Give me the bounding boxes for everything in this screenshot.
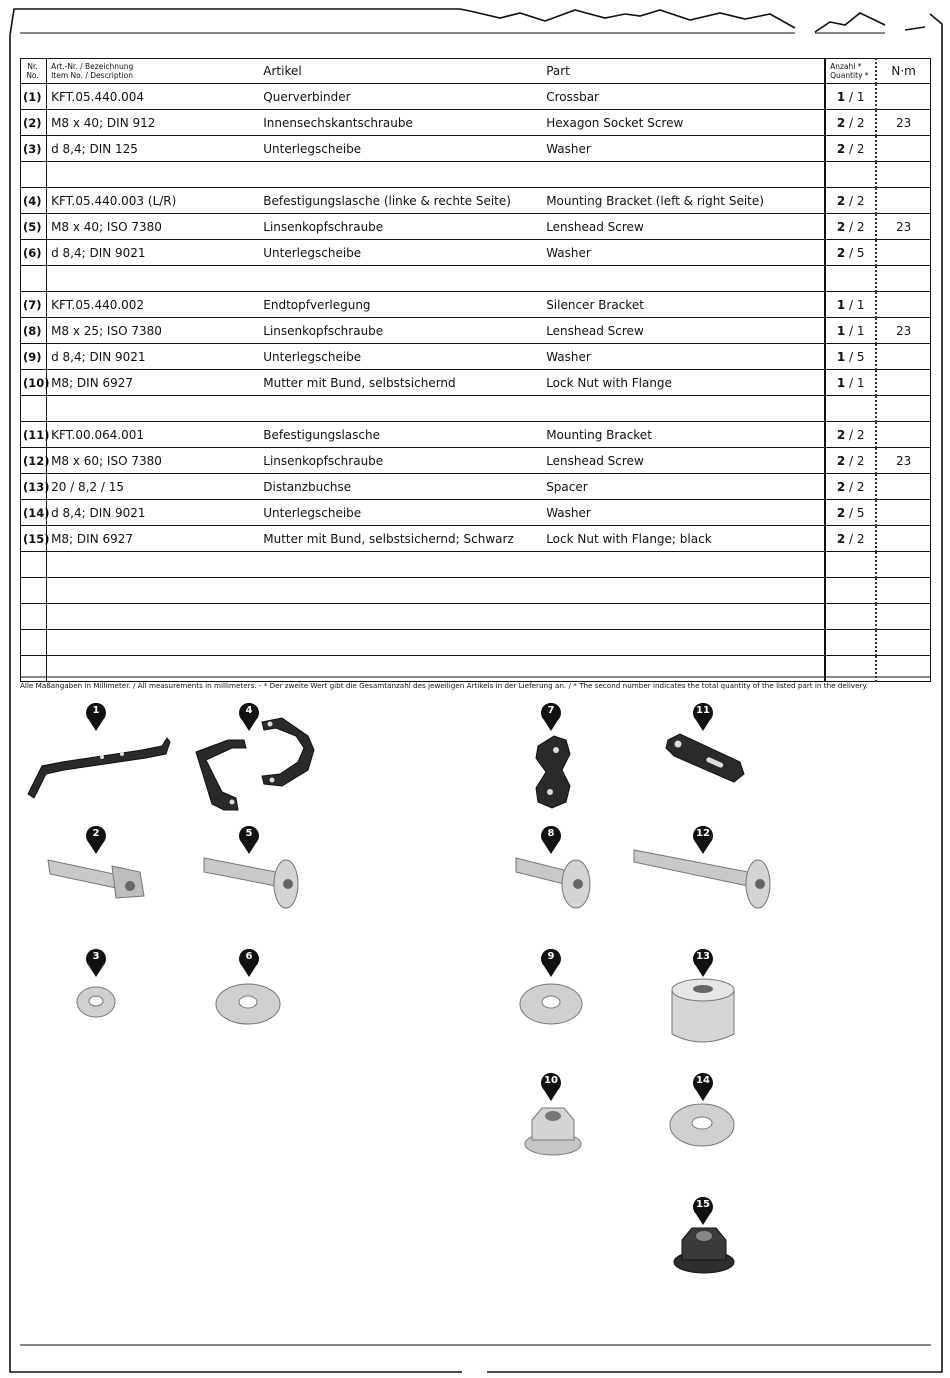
row-number bbox=[21, 396, 47, 422]
silencer-bracket-illustration bbox=[528, 732, 576, 812]
row-item-number: d 8,4; DIN 125 bbox=[47, 136, 260, 162]
row-artikel bbox=[259, 396, 542, 422]
row-number: (11) bbox=[21, 422, 47, 448]
row-quantity-used: 1 bbox=[836, 375, 846, 390]
row-quantity bbox=[825, 370, 876, 396]
row-torque bbox=[876, 240, 930, 266]
row-part: Washer bbox=[542, 344, 825, 370]
row-torque bbox=[876, 370, 930, 396]
row-quantity-used: 2 bbox=[836, 193, 846, 208]
header-nr-de: Nr. bbox=[27, 62, 38, 71]
header-item-en: Item No. / Description bbox=[51, 71, 133, 80]
row-artikel: Unterlegscheibe bbox=[259, 240, 542, 266]
part-marker-number: 13 bbox=[696, 951, 710, 962]
row-item-number: KFT.05.440.003 (L/R) bbox=[47, 188, 260, 214]
row-number: (12) bbox=[21, 448, 47, 474]
row-number bbox=[21, 266, 47, 292]
table-row bbox=[21, 214, 931, 240]
row-torque bbox=[876, 188, 930, 214]
part-marker-number: 5 bbox=[245, 828, 253, 839]
header-nr bbox=[21, 59, 47, 84]
row-number: (10) bbox=[21, 370, 47, 396]
row-part: Lenshead Screw bbox=[542, 448, 825, 474]
part-marker-number: 12 bbox=[696, 828, 710, 839]
row-torque bbox=[876, 162, 930, 188]
part-marker-number: 15 bbox=[696, 1199, 710, 1210]
quantity-separator: / bbox=[845, 141, 857, 156]
part-marker-pin bbox=[691, 1196, 715, 1226]
row-item-number bbox=[47, 578, 260, 604]
row-number bbox=[21, 630, 47, 656]
row-part bbox=[542, 578, 825, 604]
row-quantity bbox=[825, 240, 876, 266]
row-quantity-total: 2 bbox=[856, 115, 865, 130]
row-torque: 23 bbox=[876, 448, 930, 474]
row-part bbox=[542, 396, 825, 422]
row-part bbox=[542, 162, 825, 188]
row-number: (14) bbox=[21, 500, 47, 526]
row-quantity bbox=[825, 84, 876, 110]
row-quantity bbox=[825, 552, 876, 578]
quantity-separator: / bbox=[845, 453, 857, 468]
washer-din125-illustration bbox=[74, 984, 118, 1020]
row-item-number: KFT.05.440.002 bbox=[47, 292, 260, 318]
row-quantity-total: 5 bbox=[856, 349, 865, 364]
row-quantity-used: 1 bbox=[836, 323, 846, 338]
row-artikel: Distanzbuchse bbox=[259, 474, 542, 500]
row-item-number: KFT.05.440.004 bbox=[47, 84, 260, 110]
row-item-number bbox=[47, 630, 260, 656]
quantity-separator: / bbox=[845, 349, 857, 364]
header-part: Part bbox=[542, 59, 825, 84]
quantity-separator: / bbox=[845, 375, 857, 390]
row-artikel: Linsenkopfschraube bbox=[259, 214, 542, 240]
header-artikel: Artikel bbox=[259, 59, 542, 84]
part-marker-number: 7 bbox=[547, 705, 555, 716]
row-torque bbox=[876, 474, 930, 500]
quantity-separator: / bbox=[845, 297, 857, 312]
quantity-separator: / bbox=[845, 193, 857, 208]
row-part: Washer bbox=[542, 136, 825, 162]
row-quantity-used: 1 bbox=[836, 89, 846, 104]
washer-din9021-14-illustration bbox=[666, 1100, 738, 1150]
header-item bbox=[47, 59, 260, 84]
header-quantity-de: Anzahl * bbox=[830, 62, 862, 71]
row-quantity-used: 2 bbox=[836, 245, 846, 260]
part-marker-number: 6 bbox=[245, 951, 253, 962]
part-marker-pin bbox=[539, 702, 563, 732]
quantity-separator: / bbox=[845, 427, 857, 442]
row-quantity-used: 1 bbox=[836, 349, 846, 364]
part-marker-number: 3 bbox=[92, 951, 100, 962]
row-part: Lock Nut with Flange bbox=[542, 370, 825, 396]
hex-socket-screw-illustration bbox=[44, 852, 150, 908]
row-torque bbox=[876, 344, 930, 370]
row-artikel: Querverbinder bbox=[259, 84, 542, 110]
row-quantity bbox=[825, 500, 876, 526]
quantity-separator: / bbox=[845, 89, 857, 104]
row-quantity-used: 2 bbox=[836, 531, 846, 546]
part-marker-pin bbox=[691, 1072, 715, 1102]
row-torque: 23 bbox=[876, 214, 930, 240]
row-torque bbox=[876, 552, 930, 578]
row-quantity bbox=[825, 110, 876, 136]
quantity-separator: / bbox=[845, 323, 857, 338]
part-marker-pin bbox=[84, 948, 108, 978]
table-row bbox=[21, 318, 931, 344]
row-part bbox=[542, 552, 825, 578]
row-part: Washer bbox=[542, 500, 825, 526]
part-marker-pin bbox=[237, 948, 261, 978]
row-quantity-total: 5 bbox=[856, 245, 865, 260]
header-quantity-en: Quantity * bbox=[830, 71, 869, 80]
row-quantity-total: 2 bbox=[856, 479, 865, 494]
table-row-empty bbox=[21, 656, 931, 682]
row-item-number: M8; DIN 6927 bbox=[47, 370, 260, 396]
row-torque bbox=[876, 500, 930, 526]
lock-nut-flange-illustration bbox=[522, 1100, 584, 1158]
row-number bbox=[21, 604, 47, 630]
row-item-number: d 8,4; DIN 9021 bbox=[47, 240, 260, 266]
row-quantity bbox=[825, 448, 876, 474]
header-quantity bbox=[825, 59, 876, 84]
row-torque bbox=[876, 526, 930, 552]
washer-din9021-6-illustration bbox=[212, 980, 284, 1028]
table-header bbox=[21, 59, 931, 84]
row-item-number: M8; DIN 6927 bbox=[47, 526, 260, 552]
row-quantity-used: 2 bbox=[836, 141, 846, 156]
row-part: Mounting Bracket bbox=[542, 422, 825, 448]
row-number: (15) bbox=[21, 526, 47, 552]
row-quantity-used: 2 bbox=[836, 479, 846, 494]
part-marker-pin bbox=[539, 1072, 563, 1102]
row-torque bbox=[876, 292, 930, 318]
row-quantity bbox=[825, 136, 876, 162]
row-part: Lock Nut with Flange; black bbox=[542, 526, 825, 552]
row-quantity bbox=[825, 526, 876, 552]
row-artikel: Unterlegscheibe bbox=[259, 136, 542, 162]
part-marker-pin bbox=[237, 825, 261, 855]
table-row bbox=[21, 292, 931, 318]
row-quantity-total: 2 bbox=[856, 193, 865, 208]
lock-nut-black-illustration bbox=[672, 1224, 736, 1276]
table-row bbox=[21, 448, 931, 474]
row-artikel: Unterlegscheibe bbox=[259, 344, 542, 370]
spacer-illustration bbox=[666, 976, 740, 1048]
row-part bbox=[542, 630, 825, 656]
part-marker-pin bbox=[539, 825, 563, 855]
row-quantity bbox=[825, 318, 876, 344]
row-quantity bbox=[825, 656, 876, 682]
row-artikel bbox=[259, 578, 542, 604]
row-artikel: Befestigungslasche (linke & rechte Seite) bbox=[259, 188, 542, 214]
row-item-number: M8 x 25; ISO 7380 bbox=[47, 318, 260, 344]
header-item-de: Art.-Nr. / Bezeichnung bbox=[51, 62, 134, 71]
part-marker-number: 2 bbox=[92, 828, 100, 839]
row-artikel bbox=[259, 604, 542, 630]
part-marker-number: 4 bbox=[245, 705, 253, 716]
row-artikel bbox=[259, 552, 542, 578]
quantity-separator: / bbox=[845, 505, 857, 520]
row-torque bbox=[876, 422, 930, 448]
row-number bbox=[21, 162, 47, 188]
lenshead-screw-25-illustration bbox=[512, 852, 596, 914]
row-item-number: d 8,4; DIN 9021 bbox=[47, 344, 260, 370]
row-number: (7) bbox=[21, 292, 47, 318]
row-torque: 23 bbox=[876, 318, 930, 344]
row-item-number bbox=[47, 266, 260, 292]
row-number: (9) bbox=[21, 344, 47, 370]
table-row bbox=[21, 422, 931, 448]
row-quantity-total: 2 bbox=[856, 219, 865, 234]
table-row bbox=[21, 344, 931, 370]
row-part: Spacer bbox=[542, 474, 825, 500]
row-quantity-used: 2 bbox=[836, 427, 846, 442]
row-artikel bbox=[259, 630, 542, 656]
row-number: (4) bbox=[21, 188, 47, 214]
row-quantity-total: 1 bbox=[856, 375, 865, 390]
row-artikel bbox=[259, 656, 542, 682]
row-torque bbox=[876, 84, 930, 110]
row-torque: 23 bbox=[876, 110, 930, 136]
crossbar-illustration bbox=[22, 724, 172, 802]
quantity-separator: / bbox=[845, 479, 857, 494]
row-artikel: Mutter mit Bund, selbstsichernd; Schwarz bbox=[259, 526, 542, 552]
row-quantity bbox=[825, 422, 876, 448]
quantity-separator: / bbox=[845, 245, 857, 260]
table-row-empty bbox=[21, 396, 931, 422]
part-marker-number: 14 bbox=[696, 1075, 710, 1086]
row-artikel: Befestigungslasche bbox=[259, 422, 542, 448]
part-marker-number: 1 bbox=[92, 705, 100, 716]
row-torque bbox=[876, 630, 930, 656]
row-quantity-total: 1 bbox=[856, 89, 865, 104]
row-quantity-used: 2 bbox=[836, 505, 846, 520]
header-torque: N·m bbox=[876, 59, 930, 84]
row-part: Crossbar bbox=[542, 84, 825, 110]
row-item-number: 20 / 8,2 / 15 bbox=[47, 474, 260, 500]
row-item-number: KFT.00.064.001 bbox=[47, 422, 260, 448]
row-item-number: d 8,4; DIN 9021 bbox=[47, 500, 260, 526]
header-nr-en: No. bbox=[26, 71, 39, 80]
part-marker-number: 9 bbox=[547, 951, 555, 962]
row-item-number: M8 x 60; ISO 7380 bbox=[47, 448, 260, 474]
row-quantity-total: 2 bbox=[856, 453, 865, 468]
part-marker-number: 8 bbox=[547, 828, 555, 839]
row-item-number bbox=[47, 552, 260, 578]
row-part bbox=[542, 266, 825, 292]
row-part bbox=[542, 604, 825, 630]
row-torque bbox=[876, 136, 930, 162]
row-quantity bbox=[825, 474, 876, 500]
row-number: (5) bbox=[21, 214, 47, 240]
row-part: Hexagon Socket Screw bbox=[542, 110, 825, 136]
row-item-number: M8 x 40; ISO 7380 bbox=[47, 214, 260, 240]
table-row-empty bbox=[21, 162, 931, 188]
table-row-empty bbox=[21, 578, 931, 604]
row-number: (1) bbox=[21, 84, 47, 110]
table-row-empty bbox=[21, 266, 931, 292]
row-item-number bbox=[47, 396, 260, 422]
table-row bbox=[21, 474, 931, 500]
table-row-empty bbox=[21, 604, 931, 630]
table-row bbox=[21, 84, 931, 110]
row-quantity bbox=[825, 162, 876, 188]
table-row bbox=[21, 110, 931, 136]
row-quantity bbox=[825, 266, 876, 292]
row-quantity-total: 2 bbox=[856, 141, 865, 156]
row-torque bbox=[876, 578, 930, 604]
parts-table bbox=[20, 58, 931, 682]
part-marker-pin bbox=[84, 825, 108, 855]
row-torque bbox=[876, 396, 930, 422]
row-quantity-total: 5 bbox=[856, 505, 865, 520]
table-row bbox=[21, 526, 931, 552]
row-number: (2) bbox=[21, 110, 47, 136]
row-item-number bbox=[47, 604, 260, 630]
row-number: (13) bbox=[21, 474, 47, 500]
table-row-empty bbox=[21, 630, 931, 656]
row-artikel: Unterlegscheibe bbox=[259, 500, 542, 526]
row-quantity-total: 2 bbox=[856, 427, 865, 442]
row-part: Silencer Bracket bbox=[542, 292, 825, 318]
row-artikel: Linsenkopfschraube bbox=[259, 318, 542, 344]
part-marker-pin bbox=[691, 948, 715, 978]
row-quantity bbox=[825, 604, 876, 630]
row-quantity bbox=[825, 188, 876, 214]
row-quantity bbox=[825, 630, 876, 656]
row-quantity-total: 1 bbox=[856, 297, 865, 312]
row-part: Lenshead Screw bbox=[542, 318, 825, 344]
table-row bbox=[21, 136, 931, 162]
row-torque bbox=[876, 604, 930, 630]
row-number bbox=[21, 552, 47, 578]
lenshead-screw-60-illustration bbox=[630, 846, 776, 916]
quantity-separator: / bbox=[845, 219, 857, 234]
row-torque bbox=[876, 266, 930, 292]
row-quantity bbox=[825, 396, 876, 422]
row-artikel: Mutter mit Bund, selbstsichernd bbox=[259, 370, 542, 396]
row-quantity bbox=[825, 214, 876, 240]
lenshead-screw-40-illustration bbox=[200, 852, 304, 916]
table-row bbox=[21, 188, 931, 214]
row-quantity-used: 2 bbox=[836, 115, 846, 130]
part-marker-number: 11 bbox=[696, 705, 710, 716]
part-marker-pin bbox=[539, 948, 563, 978]
table-row bbox=[21, 240, 931, 266]
row-quantity bbox=[825, 292, 876, 318]
row-quantity-used: 2 bbox=[836, 219, 846, 234]
row-quantity-total: 2 bbox=[856, 531, 865, 546]
row-item-number bbox=[47, 162, 260, 188]
row-quantity bbox=[825, 344, 876, 370]
row-quantity-used: 2 bbox=[836, 453, 846, 468]
washer-din9021-9-illustration bbox=[516, 980, 586, 1028]
row-artikel bbox=[259, 266, 542, 292]
row-artikel bbox=[259, 162, 542, 188]
table-row bbox=[21, 370, 931, 396]
row-number bbox=[21, 578, 47, 604]
row-quantity-used: 1 bbox=[836, 297, 846, 312]
row-item-number: M8 x 40; DIN 912 bbox=[47, 110, 260, 136]
footnote: Alle Maßangaben in Millimeter. / All measurements in millimeters. - * Der zweite Wert gibt die Gesamtanzahl des jeweiligen Artikels in der Lieferung an. / * The second number indicates the total quantity of the listed part in the delivery. bbox=[20, 681, 868, 690]
quantity-separator: / bbox=[845, 531, 857, 546]
row-part: Lenshead Screw bbox=[542, 214, 825, 240]
row-number bbox=[21, 656, 47, 682]
row-torque bbox=[876, 656, 930, 682]
row-number: (3) bbox=[21, 136, 47, 162]
table-row-empty bbox=[21, 552, 931, 578]
row-number: (6) bbox=[21, 240, 47, 266]
row-artikel: Innensechskantschraube bbox=[259, 110, 542, 136]
row-item-number bbox=[47, 656, 260, 682]
quantity-separator: / bbox=[845, 115, 857, 130]
row-artikel: Endtopfverlegung bbox=[259, 292, 542, 318]
row-part: Mounting Bracket (left & right Seite) bbox=[542, 188, 825, 214]
row-quantity-total: 1 bbox=[856, 323, 865, 338]
row-part bbox=[542, 656, 825, 682]
row-part: Washer bbox=[542, 240, 825, 266]
row-number: (8) bbox=[21, 318, 47, 344]
mounting-bracket-left-illustration bbox=[188, 732, 258, 814]
row-quantity bbox=[825, 578, 876, 604]
mounting-bracket-small-illustration bbox=[662, 728, 748, 788]
row-artikel: Linsenkopfschraube bbox=[259, 448, 542, 474]
part-marker-number: 10 bbox=[544, 1075, 558, 1086]
table-row bbox=[21, 500, 931, 526]
mounting-bracket-right-illustration bbox=[252, 712, 322, 790]
